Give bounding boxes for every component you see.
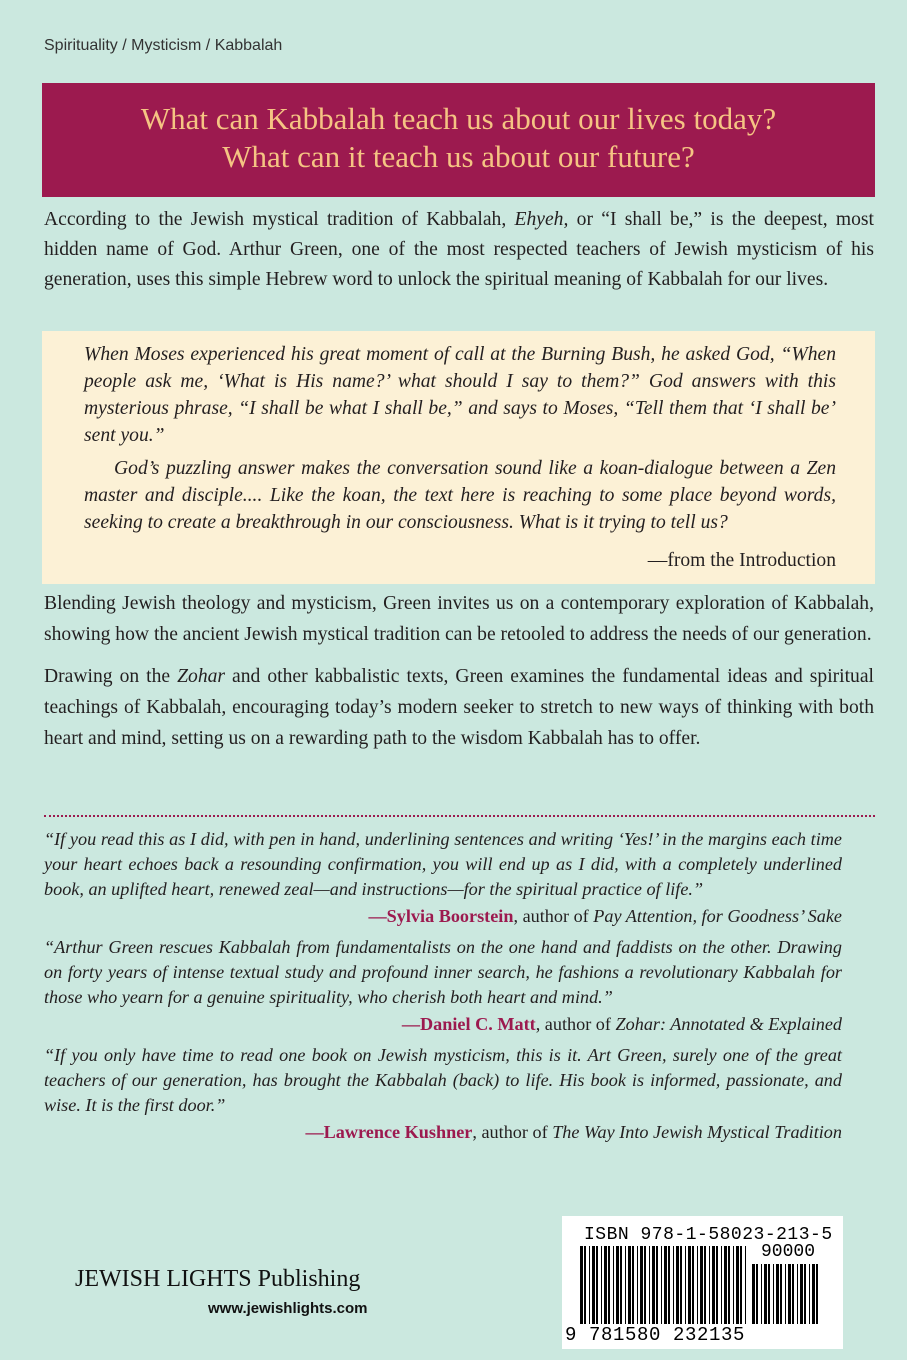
intro-paragraph	[44, 205, 874, 295]
endorsement	[44, 1043, 842, 1145]
description-text-end: and other kabbalistic texts, Green examines the fundamental ideas and spiritual teachings of Kabbalah, encouraging today’s modern seeker to stretch to new ways of thinking with both heart and mind, setting us on a rewarding path to the wisdom Kabbalah has to offer.	[44, 666, 874, 749]
publisher-website: www.jewishlights.com	[208, 1300, 368, 1317]
endorser-book-title: Pay Attention, for Goodness’ Sake	[593, 906, 842, 926]
excerpt-paragraph-2: God’s puzzling answer makes the conversation sound like a koan-dialogue between a Zen master and disciple.... Like the koan, the text here is reaching to some place beyond words, seeking to create a breakthrough in our consciousness. What is it trying to tell us?	[84, 458, 836, 533]
excerpt-paragraph-1: When Moses experienced his great moment of call at the Burning Bush, he asked God, “When people ask me, ‘What is His name?’ what should I say to them?” God answers with this mysterious phrase, “I shall be what I shall be,” and says to Moses, “Tell them that ‘I shall be’ sent you.”	[84, 344, 836, 446]
description-body	[44, 588, 874, 765]
endorsement-quote: “If you read this as I did, with pen in hand, underlining sentences and writing ‘Yes!’ in the margins each time your heart echoes back a resounding confirmation, you will end up as I did, with a completely underlined book, an uplifted heart, renewed zeal—and instructions—for the spiritual practice of life.”	[44, 829, 842, 899]
endorser-name: —Lawrence Kushner	[305, 1122, 473, 1142]
description-paragraph-2	[44, 661, 874, 754]
endorser-name: —Sylvia Boorstein	[368, 906, 514, 926]
headline-line-2: What can it teach us about our future?	[222, 139, 695, 174]
endorser-book-title: Zohar: Annotated & Explained	[615, 1014, 842, 1034]
zohar-title: Zohar	[177, 666, 226, 687]
intro-text-start: According to the Jewish mystical tradition of Kabbalah,	[44, 209, 515, 230]
isbn-text: ISBN 978-1-58023-213-5	[584, 1225, 833, 1245]
addon-bars-icon	[752, 1264, 824, 1324]
barcode	[562, 1216, 843, 1349]
publisher-name: JEWISH LIGHTS Publishing	[75, 1266, 361, 1292]
intro-italic-word: Ehyeh,	[514, 209, 569, 230]
endorser-book-title: The Way Into Jewish Mystical Tradition	[552, 1122, 842, 1142]
excerpt-attribution: —from the Introduction	[647, 550, 836, 571]
endorsement-byline	[44, 904, 842, 929]
endorsements	[44, 827, 842, 1151]
endorsement	[44, 935, 842, 1037]
endorsement-quote: “If you only have time to read one book on Jewish mysticism, this is it. Art Green, surely one of the great teachers of our generation, has brought the Kabbalah (back) to life. His book is informed, passionate, and wise. It is the first door.”	[44, 1045, 842, 1115]
endorser-connector: , author of	[472, 1122, 553, 1142]
ean-digits: 9 781580 232135	[565, 1324, 746, 1346]
endorsement-byline	[44, 1012, 842, 1037]
excerpt-box	[42, 331, 875, 584]
headline-banner	[42, 83, 875, 197]
intro-text-end: or “I shall be,” is the deepest, most hidden name of God. Arthur Green, one of the most respected teachers of Jewish mysticism of his generation, uses this simple Hebrew word to unlock the spiritual meaning of Kabbalah for our lives.	[44, 209, 874, 290]
endorsement	[44, 827, 842, 929]
endorsement-quote: “Arthur Green rescues Kabbalah from fundamentalists on the one hand and faddists on the other. Drawing on forty years of intense textual study and profound inner search, he fashions a revolutionary Kabbalah for those who yearn for a genuine spirituality, who cherish both heart and mind.”	[44, 937, 842, 1007]
barcode-bars-icon	[580, 1246, 750, 1324]
endorsement-byline	[44, 1120, 842, 1145]
endorser-connector: , author of	[535, 1014, 616, 1034]
endorser-connector: , author of	[513, 906, 594, 926]
description-paragraph-1: Blending Jewish theology and mysticism, Green invites us on a contemporary exploration of Kabbalah, showing how the ancient Jewish mystical tradition can be retooled to address the needs of our generation.	[44, 593, 874, 645]
description-text-start: Drawing on the	[44, 666, 178, 687]
headline-line-1: What can Kabbalah teach us about our lives today?	[140, 101, 777, 136]
category-label: Spirituality / Mysticism / Kabbalah	[44, 37, 283, 54]
endorser-name: —Daniel C. Matt	[401, 1014, 536, 1034]
price-code: 90000	[761, 1242, 816, 1262]
dotted-divider	[44, 815, 875, 817]
